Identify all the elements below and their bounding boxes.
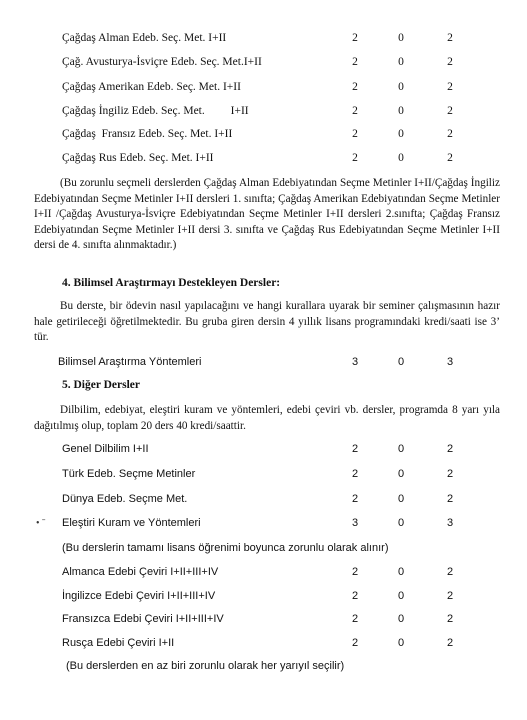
practice-hours: 0 xyxy=(397,637,405,649)
course-name: Rusça Edebi Çeviri I+II xyxy=(62,637,175,649)
course-name: Dünya Edeb. Seçme Met. xyxy=(62,493,188,505)
course-row xyxy=(0,32,527,48)
course-row xyxy=(0,128,527,144)
course-row xyxy=(0,493,527,509)
course-name: Çağdaş Fransız Edeb. Seç. Met. I+II xyxy=(62,128,233,140)
practice-hours: 0 xyxy=(398,56,404,68)
course-row xyxy=(0,613,527,629)
credit: 2 xyxy=(447,32,453,44)
practice-hours: 0 xyxy=(398,32,404,44)
credit: 2 xyxy=(446,613,454,625)
theory-hours: 2 xyxy=(351,637,359,649)
section-heading: 5. Diğer Dersler xyxy=(62,379,141,391)
practice-hours: 0 xyxy=(398,105,404,117)
credit: 2 xyxy=(447,128,453,140)
course-name: Almanca Edebi Çeviri I+II+III+IV xyxy=(62,566,219,578)
required-note: (Bu derslerin tamamı lisans öğrenimi boyunca zorunlu olarak alınır) xyxy=(62,542,389,554)
course-row xyxy=(0,356,527,372)
credit: 2 xyxy=(447,152,453,164)
course-name: İngilizce Edebi Çeviri I+II+III+IV xyxy=(62,590,216,602)
course-name: Çağdaş Amerikan Edeb. Seç. Met. I+II xyxy=(62,81,241,93)
scan-speck-mark: • ˉ xyxy=(36,518,46,529)
course-name: Bilimsel Araştırma Yöntemleri xyxy=(58,356,202,368)
credit: 2 xyxy=(447,56,453,68)
course-row xyxy=(0,590,527,606)
credit: 2 xyxy=(446,590,454,602)
credit: 2 xyxy=(447,105,453,117)
credit: 2 xyxy=(446,566,454,578)
course-row xyxy=(0,517,527,533)
theory-hours: 2 xyxy=(351,613,359,625)
practice-hours: 0 xyxy=(397,356,405,368)
theory-hours: 2 xyxy=(351,590,359,602)
course-name: Fransızca Edebi Çeviri I+II+III+IV xyxy=(62,613,224,625)
section-heading: 4. Bilimsel Araştırmayı Destekleyen Dersler: xyxy=(62,277,281,289)
elective-rule-note: (Bu derslerden en az biri zorunlu olarak her yarıyıl seçilir) xyxy=(66,660,345,672)
course-row xyxy=(0,566,527,582)
credit: 2 xyxy=(446,443,454,455)
theory-hours: 3 xyxy=(351,356,359,368)
course-name: Çağ. Avusturya-İsviçre Edeb. Seç. Met.I+II xyxy=(62,56,262,68)
practice-hours: 0 xyxy=(397,493,405,505)
credit: 2 xyxy=(447,81,453,93)
course-row xyxy=(0,152,527,168)
theory-hours: 2 xyxy=(351,493,359,505)
elective-note-paragraph: (Bu zorunlu seçmeli derslerden Çağdaş Alman Edebiyatından Seçme Metinler I+II/Çağdaş İngiliz Edebiyatından Seçme Metinler I+II dersleri 1. sınıfta; Çağdaş Amerikan Edebiyatından Seçme Metinler I+II /Çağdaş Avusturya-İsviçre Edebiyatından Seçme Metinler I+II dersleri 2.sınıfta; Çağdaş Fransız Edebiyatından Seçme Metinler I+II dersi 3. sınıfta ve Çağdaş Rus Edebiyatından Seçme Metinler I+II dersi de 4. sınıfta alınmaktadır.) xyxy=(34,177,500,251)
practice-hours: 0 xyxy=(397,468,405,480)
course-row xyxy=(0,468,527,484)
credit: 2 xyxy=(446,637,454,649)
course-name: Çağdaş Alman Edeb. Seç. Met. I+II xyxy=(62,32,227,44)
practice-hours: 0 xyxy=(397,613,405,625)
theory-hours: 2 xyxy=(352,81,358,93)
course-name: Türk Edeb. Seçme Metinler xyxy=(62,468,196,480)
theory-hours: 2 xyxy=(352,105,358,117)
credit: 2 xyxy=(446,468,454,480)
credit: 3 xyxy=(446,517,454,529)
course-row xyxy=(0,81,527,97)
practice-hours: 0 xyxy=(397,566,405,578)
theory-hours: 2 xyxy=(352,128,358,140)
practice-hours: 0 xyxy=(398,128,404,140)
course-row xyxy=(0,443,527,459)
theory-hours: 2 xyxy=(351,566,359,578)
course-name: Genel Dilbilim I+II xyxy=(62,443,149,455)
theory-hours: 2 xyxy=(352,56,358,68)
section-paragraph: Bu derste, bir ödevin nasıl yapılacağını ve hangi kurallara uyarak bir seminer çalışmasının hazır hale getirileceği öğretilmektedir. Bu gruba giren dersin 4 yıllık lisans programındaki kredi/saati ise 3’ tür. xyxy=(34,300,500,343)
theory-hours: 2 xyxy=(352,152,358,164)
course-name: Eleştiri Kuram ve Yöntemleri xyxy=(62,517,201,529)
practice-hours: 0 xyxy=(397,443,405,455)
theory-hours: 2 xyxy=(351,468,359,480)
practice-hours: 0 xyxy=(397,517,405,529)
course-row xyxy=(0,105,527,121)
theory-hours: 2 xyxy=(352,32,358,44)
course-name: Çağdaş Rus Edeb. Seç. Met. I+II xyxy=(62,152,214,164)
practice-hours: 0 xyxy=(398,152,404,164)
practice-hours: 0 xyxy=(398,81,404,93)
course-row xyxy=(0,637,527,653)
course-name: Çağdaş İngiliz Edeb. Seç. Met. I+II xyxy=(62,105,249,117)
course-row xyxy=(0,56,527,72)
section-paragraph: Dilbilim, edebiyat, eleştiri kuram ve yöntemleri, edebi çeviri vb. dersler, programda 8 yarı yıla dağıtılmış olup, toplam 20 ders 40 kredi/saattir. xyxy=(34,404,500,432)
credit: 3 xyxy=(446,356,454,368)
theory-hours: 2 xyxy=(351,443,359,455)
theory-hours: 3 xyxy=(351,517,359,529)
credit: 2 xyxy=(446,493,454,505)
practice-hours: 0 xyxy=(397,590,405,602)
